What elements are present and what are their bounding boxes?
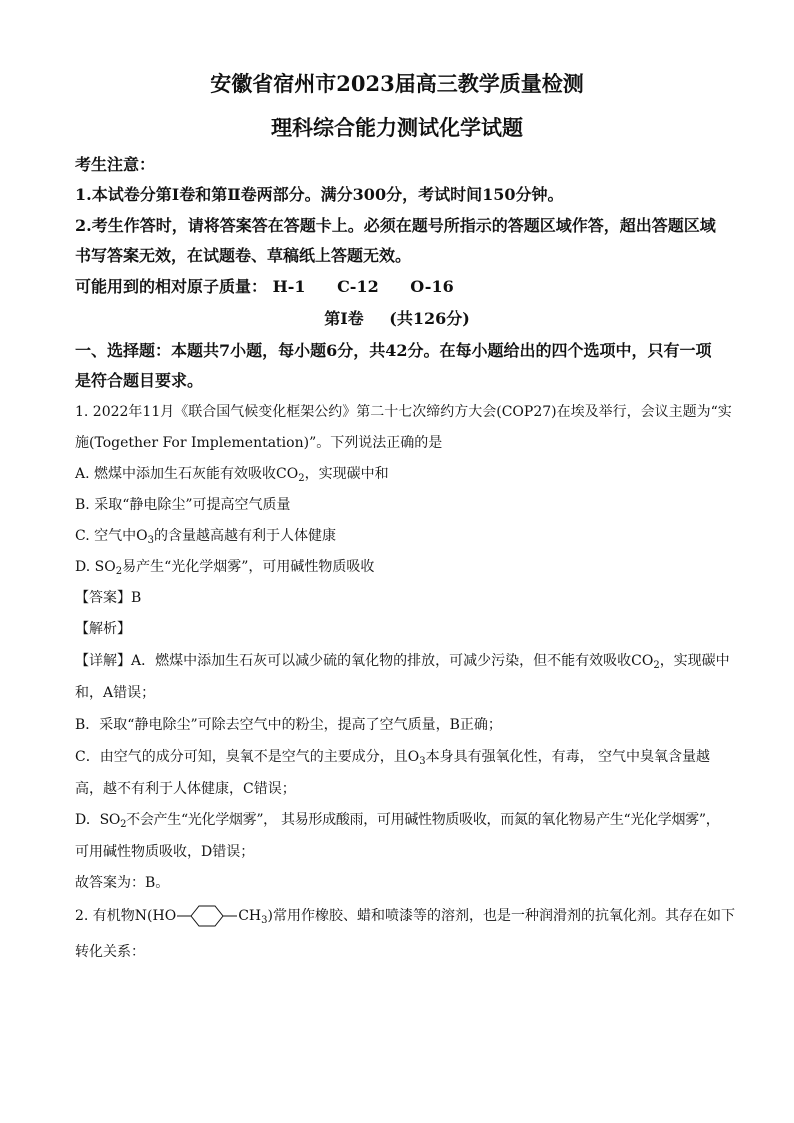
q1-option-a-text-end: ，实现碳中和 (304, 466, 389, 482)
notes-heading: 考生注意： (75, 155, 156, 174)
q1-detail-a-text-end: ，实现碳中 (659, 653, 730, 669)
q1-stem-line-1: 1. 2022年11月《联合国气候变化框架公约》第二十七次缔约方大会(COP27)在埃及举行，会议主题为“实 (75, 404, 732, 420)
q1-detail-d-line-2: 可用碱性物质吸收，D错误； (75, 844, 255, 860)
note-2-line-2: 书写答案无效，在试题卷、草稿纸上答题无效。 (75, 246, 412, 265)
note-2-line-1: 2.考生作答时，请将答案答在答题卡上。必须在题号所指示的答题区域作答，超出答题区域 (75, 216, 716, 235)
section-intro-line-2: 是符合题目要求。 (75, 371, 204, 390)
q1-detail-d-subscript: 2 (120, 819, 127, 830)
q1-detail-d-text-end: 不会产生“光化学烟雾”， 其易形成酸雨，可用碱性物质吸收，而氮的氧化物易产生“光化学烟雾”， (126, 812, 720, 828)
q1-stem-line-2: 施(Together For Implementation)”。下列说法正确的是 (75, 435, 443, 451)
part-score: (共126分) (389, 309, 470, 328)
section-intro-line-1: 一、选择题：本题共7小题，每小题6分，共42分。在每小题给出的四个选项中，只有一项 (75, 341, 712, 360)
atomic-mass-line (75, 274, 734, 297)
exam-subtitle: 理科综合能力测试化学试题 (271, 115, 523, 140)
atomic-mass-label: 可能用到的相对原子质量： (75, 277, 268, 296)
q2-stem-subscript: 3 (261, 915, 268, 926)
q1-detail-d-line-1 (75, 809, 734, 830)
q1-analysis-heading: 【解析】 (75, 621, 131, 637)
q1-option-c-subscript: 3 (147, 535, 154, 546)
exam-title: 安徽省宿州市2023届高三教学质量检测 (210, 71, 584, 96)
q1-option-d-subscript: 2 (115, 566, 123, 577)
q1-detail-a-line-2: 和，A错误； (75, 685, 156, 701)
q1-detail-a-line-1 (75, 650, 734, 671)
q2-stem-text-end: )常用作橡胶、蜡和喷漆等的溶剂，也是一种润滑剂的抗氧化剂。其存在如下 (267, 908, 735, 924)
q2-stem-text: 2. 有机物N(HO (75, 908, 177, 924)
note-1: 1.本试卷分第Ⅰ卷和第Ⅱ卷两部分。满分300分，考试时间150分钟。 (75, 185, 564, 204)
q1-option-a (75, 463, 734, 484)
q2-stem-methyl: CH (238, 908, 262, 924)
q1-detail-d-text: D．SO (75, 812, 121, 828)
q1-detail-a-text: 【详解】A．燃煤中添加生石灰可以减少硫的氧化物的排放，可减少污染，但不能有效吸收CO (75, 653, 654, 669)
q1-option-c-text: C. 空气中O (75, 528, 148, 544)
q1-option-d-text-end: 易产生“光化学烟雾”，可用碱性物质吸收 (122, 559, 375, 575)
atomic-mass-c: C-12 (337, 277, 379, 296)
q1-option-c (75, 525, 734, 546)
q1-conclusion: 故答案为：B。 (75, 875, 170, 891)
q2-stem-line-2: 转化关系： (75, 944, 145, 960)
q1-detail-c-text: C．由空气的成分可知，臭氧不是空气的主要成分，且O (75, 749, 420, 765)
q1-detail-b: B．采取“静电除尘”可除去空气中的粉尘，提高了空气质量，B正确； (75, 717, 502, 733)
q1-option-a-text: A. 燃煤中添加生石灰能有效吸收CO (75, 466, 299, 482)
atomic-mass-h: H-1 (272, 277, 306, 296)
q1-detail-a-subscript: 2 (653, 660, 660, 671)
q1-detail-c-text-end: 本身具有强氧化性，有毒， 空气中臭氧含量越 (425, 749, 711, 765)
q1-answer: 【答案】B (75, 590, 142, 606)
q1-option-b: B. 采取“静电除尘”可提高空气质量 (75, 497, 291, 513)
atomic-mass-o: O-16 (410, 277, 454, 296)
q1-option-c-text-end: 的含量越高越有利于人体健康 (153, 528, 336, 544)
cyclohexane-ring-icon (177, 903, 237, 929)
q1-detail-c-line-1 (75, 746, 734, 767)
q2-stem-line-1 (75, 903, 734, 929)
q1-option-d (75, 556, 734, 577)
q1-option-a-subscript: 2 (298, 473, 305, 484)
q1-detail-c-subscript: 3 (419, 756, 426, 767)
q1-option-d-text: D. SO (75, 559, 116, 575)
q1-detail-c-line-2: 高，越不有利于人体健康，C错误； (75, 781, 296, 797)
part-one-heading (0, 306, 794, 329)
part-title: 第Ⅰ卷 (324, 309, 364, 328)
